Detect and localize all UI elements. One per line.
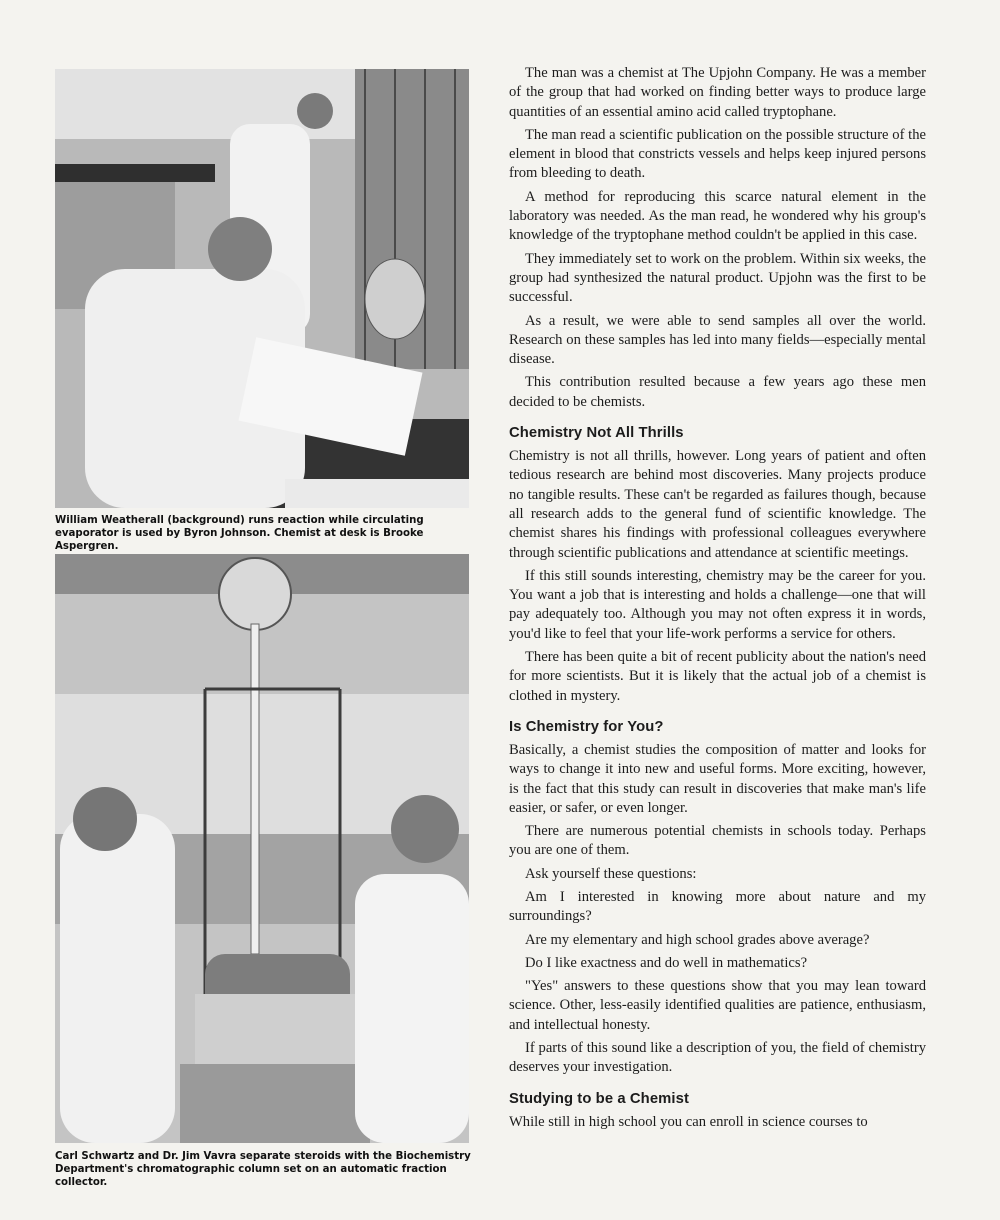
for-you-paragraph-1: Basically, a chemist studies the composition of matter and looks for ways to change it into new and useful forms. More exciting, however, is the fact that this study can result in discoveries that make man's life easier, or safer, or even longer. xyxy=(509,741,926,816)
for-you-paragraph-8: If parts of this sound like a description of you, the field of chemistry deserves your investigation. xyxy=(509,1040,926,1076)
lab-photo-chromatography-illustration xyxy=(55,554,469,1143)
intro-paragraph-4: They immediately set to work on the problem. Within six weeks, the group had synthesized the natural product. Upjohn was the first to be successful. xyxy=(509,250,926,306)
question-3: Do I like exactness and do well in mathematics? xyxy=(525,954,808,971)
article-column xyxy=(509,64,926,1136)
question-1: Am I interested in knowing more about nature and my surroundings? xyxy=(509,888,926,925)
for-you-paragraph-3: Ask yourself these questions: xyxy=(525,865,697,882)
section-heading-studying: Studying to be a Chemist xyxy=(509,1090,689,1107)
thrills-paragraph-1: Chemistry is not all thrills, however. Long years of patient and often tedious research are behind most discoveries. Many projects produce no tangible results. These can't be regarded as failures though, because all research adds to the general fund of scientific knowledge. The chemist shares his findings with professional colleagues everywhere through scientific publications and attendance at scientific meetings. xyxy=(509,448,926,561)
section-heading-is-chemistry-for-you: Is Chemistry for You? xyxy=(509,718,664,735)
section-heading-thrills: Chemistry Not All Thrills xyxy=(509,425,684,442)
thrills-paragraph-3: There has been quite a bit of recent publicity about the nation's need for more scientists. But it is likely that the actual job of a chemist is clothed in mystery. xyxy=(509,649,926,704)
lab-photo-chromatography xyxy=(55,554,469,1143)
intro-paragraph-2: The man read a scientific publication on the possible structure of the element in blood that constricts vessels and helps keep injured persons from bleeding to death. xyxy=(509,126,926,182)
for-you-paragraph-7: "Yes" answers to these questions show that you may lean toward science. Other, less-easily identified qualities are patience, enthusiasm, and intellectual honesty. xyxy=(509,978,926,1033)
studying-paragraph-1: While still in high school you can enroll in science courses to xyxy=(509,1113,868,1130)
intro-paragraph-1: The man was a chemist at The Upjohn Company. He was a member of the group that had worked on finding better ways to produce large quantities of an essential amino acid called tryptophane. xyxy=(509,65,926,120)
question-2: Are my elementary and high school grades above average? xyxy=(525,931,870,948)
photo-caption-1: William Weatherall (background) runs reaction while circulating evaporator is used by Byron Johnson. Chemist at desk is Brooke Aspergren. xyxy=(55,515,424,552)
for-you-paragraph-2: There are numerous potential chemists in schools today. Perhaps you are one of them. xyxy=(509,823,926,859)
photo-caption-2: Carl Schwartz and Dr. Jim Vavra separate steroids with the Biochemistry Department's chromatographic column set on an automatic fraction collector. xyxy=(55,1151,471,1188)
lab-photo-evaporator xyxy=(55,69,469,508)
intro-paragraph-6: This contribution resulted because a few years ago these men decided to be chemists. xyxy=(509,374,926,410)
lab-photo-evaporator-illustration xyxy=(55,69,469,508)
intro-paragraph-5: As a result, we were able to send samples all over the world. Research on these samples has led into many fields—especially mental disease. xyxy=(509,312,926,368)
intro-paragraph-3: A method for reproducing this scarce natural element in the laboratory was needed. As the man read, he wondered why his group's knowledge of the tryptophane method couldn't be applied in this case. xyxy=(509,188,926,244)
thrills-paragraph-2: If this still sounds interesting, chemistry may be the career for you. You want a job that is interesting and holds a challenge—one that will pay adequately too. Although you may not often express it in words, you'd like to feel that your life-work performs a service for others. xyxy=(509,567,926,642)
